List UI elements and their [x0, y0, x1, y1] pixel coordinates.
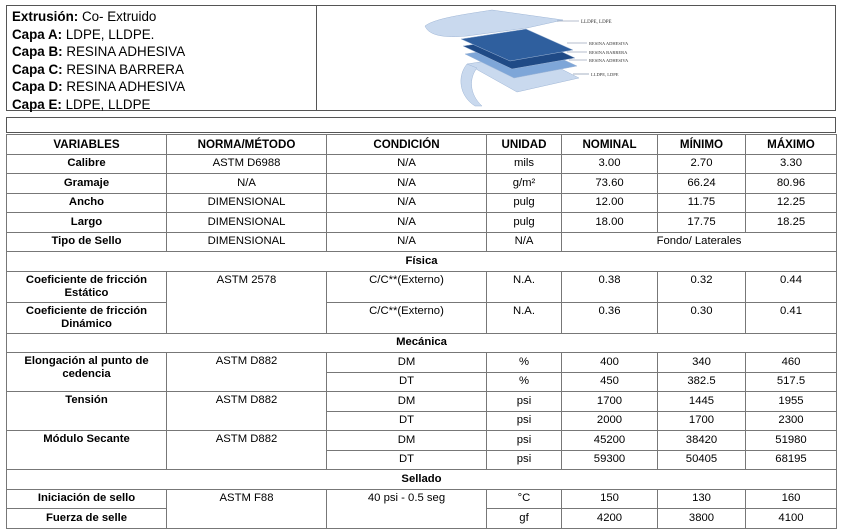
cell-variable: Coeficiente de fricción Estático [7, 271, 167, 302]
cell-max: 517.5 [746, 372, 837, 392]
cell-nominal: 0.36 [562, 302, 658, 333]
cell-condition: N/A [327, 154, 487, 174]
cell-unit: psi [487, 392, 562, 412]
cell-norm: DIMENSIONAL [167, 232, 327, 252]
cell-condition: DT [327, 450, 487, 470]
cell-condition: C/C**(Externo) [327, 271, 487, 302]
header-line-capa-c: Capa C: RESINA BARRERA [12, 61, 184, 77]
layer-diagram-cell [317, 6, 835, 110]
cell-max: 160 [746, 489, 837, 509]
spacer-row [6, 117, 836, 133]
cell-unit: pulg [487, 213, 562, 233]
diagram-label-adh1: RESINA ADHESIVA [589, 41, 629, 46]
section-row-sellado [7, 470, 837, 490]
cell-variable: Elongación al punto de cedencia [7, 353, 167, 392]
cell-norm: DIMENSIONAL [167, 213, 327, 233]
section-row-mecanica [7, 333, 837, 353]
cell-norm: ASTM D882 [167, 431, 327, 470]
cell-norm: ASTM D882 [167, 353, 327, 392]
cell-nominal: 4200 [562, 509, 658, 529]
header-line-capa-a: Capa A: LDPE, LLDPE. [12, 26, 155, 42]
header-line-capa-b: Capa B: RESINA ADHESIVA [12, 44, 186, 60]
cell-unit: % [487, 353, 562, 373]
cell-nominal: 400 [562, 353, 658, 373]
cell-min: 1700 [658, 411, 746, 431]
cell-sello-value: Fondo/ Laterales [562, 232, 837, 252]
table-header-row [7, 135, 837, 155]
cell-unit: pulg [487, 193, 562, 213]
cell-max: 460 [746, 353, 837, 373]
cell-unit: gf [487, 509, 562, 529]
cell-variable: Calibre [7, 154, 167, 174]
layer-a-shape [425, 10, 563, 37]
cell-variable: Iniciación de sello [7, 489, 167, 509]
cell-norm: N/A [167, 174, 327, 194]
col-header-unidad: UNIDAD [487, 135, 562, 155]
cell-max: 0.44 [746, 271, 837, 302]
col-header-variables: VARIABLES [7, 135, 167, 155]
cell-unit: % [487, 372, 562, 392]
col-header-norma: NORMA/MÉTODO [167, 135, 327, 155]
cell-min: 66.24 [658, 174, 746, 194]
cell-condition: DM [327, 353, 487, 373]
cell-nominal: 18.00 [562, 213, 658, 233]
cell-condition: DM [327, 392, 487, 412]
cell-unit: mils [487, 154, 562, 174]
cell-condition: DT [327, 411, 487, 431]
cell-max: 12.25 [746, 193, 837, 213]
table-row [7, 489, 837, 509]
cell-min: 130 [658, 489, 746, 509]
spec-table [6, 134, 837, 529]
cell-nominal: 12.00 [562, 193, 658, 213]
table-row [7, 431, 837, 451]
section-title-sellado: Sellado [7, 470, 837, 490]
cell-min: 2.70 [658, 154, 746, 174]
cell-variable: Tipo de Sello [7, 232, 167, 252]
cell-max: 18.25 [746, 213, 837, 233]
cell-min: 382.5 [658, 372, 746, 392]
cell-min: 0.30 [658, 302, 746, 333]
cell-norm: ASTM 2578 [167, 271, 327, 333]
cell-min: 0.32 [658, 271, 746, 302]
table-row [7, 302, 837, 333]
cell-condition: N/A [327, 232, 487, 252]
cell-norm: ASTM F88 [167, 489, 327, 528]
section-title-fisica: Física [7, 252, 837, 272]
header-line-extrusion: Extrusión: Co- Extruido [12, 9, 157, 24]
cell-nominal: 150 [562, 489, 658, 509]
diagram-label-adh2: RESINA ADHESIVA [589, 58, 629, 63]
cell-nominal: 45200 [562, 431, 658, 451]
cell-condition: 40 psi - 0.5 seg [327, 489, 487, 528]
table-row [7, 193, 837, 213]
cell-norm: ASTM D6988 [167, 154, 327, 174]
section-title-mecanica: Mecánica [7, 333, 837, 353]
cell-unit: g/m² [487, 174, 562, 194]
cell-nominal: 0.38 [562, 271, 658, 302]
diagram-label-top: LLDPE, LDPE [581, 20, 612, 25]
cell-nominal: 450 [562, 372, 658, 392]
cell-variable: Tensión [7, 392, 167, 431]
diagram-label-bottom: LLDPE, LDPE [591, 72, 619, 77]
cell-unit: N.A. [487, 271, 562, 302]
cell-nominal: 3.00 [562, 154, 658, 174]
cell-condition: C/C**(Externo) [327, 302, 487, 333]
cell-min: 38420 [658, 431, 746, 451]
col-header-minimo: MÍNIMO [658, 135, 746, 155]
table-row [7, 271, 837, 302]
cell-unit: N.A. [487, 302, 562, 333]
cell-min: 50405 [658, 450, 746, 470]
header-line-capa-e: Capa E: LDPE, LLDPE [12, 96, 151, 112]
cell-variable: Largo [7, 213, 167, 233]
cell-nominal: 1700 [562, 392, 658, 412]
col-header-nominal: NOMINAL [562, 135, 658, 155]
header-line-capa-d: Capa D: RESINA ADHESIVA [12, 79, 186, 95]
cell-min: 17.75 [658, 213, 746, 233]
cell-max: 2300 [746, 411, 837, 431]
cell-unit: psi [487, 431, 562, 451]
cell-nominal: 73.60 [562, 174, 658, 194]
cell-variable: Ancho [7, 193, 167, 213]
col-header-maximo: MÁXIMO [746, 135, 837, 155]
cell-unit: °C [487, 489, 562, 509]
table-row [7, 174, 837, 194]
cell-variable: Fuerza de selle [7, 509, 167, 529]
layer-diagram [317, 6, 835, 110]
cell-variable: Coeficiente de fricción Dinámico [7, 302, 167, 333]
cell-max: 51980 [746, 431, 837, 451]
cell-min: 11.75 [658, 193, 746, 213]
cell-unit: psi [487, 411, 562, 431]
diagram-label-barrier: RESINA BARRERA [589, 50, 628, 55]
cell-max: 0.41 [746, 302, 837, 333]
cell-max: 4100 [746, 509, 837, 529]
table-row [7, 392, 837, 412]
cell-variable: Gramaje [7, 174, 167, 194]
table-row-sello [7, 232, 837, 252]
cell-condition: N/A [327, 193, 487, 213]
cell-max: 80.96 [746, 174, 837, 194]
section-row-fisica [7, 252, 837, 272]
table-row [7, 213, 837, 233]
cell-max: 1955 [746, 392, 837, 412]
cell-unit: psi [487, 450, 562, 470]
cell-condition: DT [327, 372, 487, 392]
cell-min: 3800 [658, 509, 746, 529]
cell-norm: DIMENSIONAL [167, 193, 327, 213]
cell-max: 68195 [746, 450, 837, 470]
cell-condition: DM [327, 431, 487, 451]
cell-condition: N/A [327, 174, 487, 194]
cell-nominal: 2000 [562, 411, 658, 431]
cell-max: 3.30 [746, 154, 837, 174]
cell-variable: Módulo Secante [7, 431, 167, 470]
col-header-condicion: CONDICIÓN [327, 135, 487, 155]
cell-min: 340 [658, 353, 746, 373]
cell-min: 1445 [658, 392, 746, 412]
table-row [7, 154, 837, 174]
cell-condition: N/A [327, 213, 487, 233]
cell-unit: N/A [487, 232, 562, 252]
cell-nominal: 59300 [562, 450, 658, 470]
table-row [7, 353, 837, 373]
header-box [6, 5, 836, 111]
cell-norm: ASTM D882 [167, 392, 327, 431]
layer-description [7, 6, 317, 110]
